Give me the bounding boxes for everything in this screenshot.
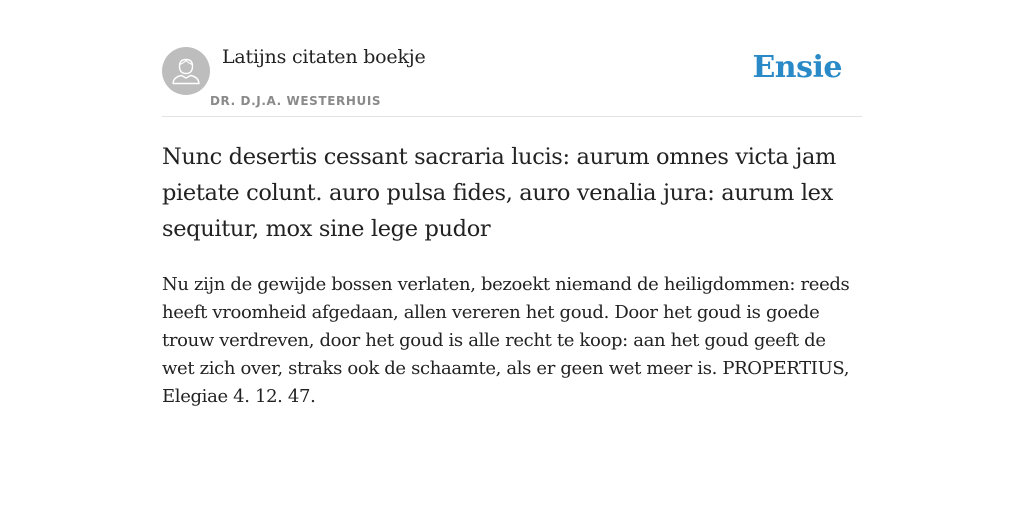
header xyxy=(162,0,862,117)
book-title[interactable]: Latijns citaten boekje xyxy=(222,46,426,68)
brand-logo[interactable]: Ensie xyxy=(752,50,842,85)
author-name[interactable]: DR. D.J.A. WESTERHUIS xyxy=(210,94,382,108)
latin-quote: Nunc desertis cessant sacraria lucis: aurum omnes victa jam pietate colunt. auro pulsa fides, auro venalia jura: aurum lex sequitur, mox sine lege pudor xyxy=(162,144,837,242)
author-avatar[interactable] xyxy=(162,47,210,95)
page-container xyxy=(162,0,862,512)
quote-translation: Nu zijn de gewijde bossen verlaten, bezoekt niemand de heiligdommen: reeds heeft vroomheid afgedaan, allen vereren het goud. Door het goud is goede trouw verdreven, door het goud is alle recht te koop: aan het goud geeft de wet zich over, straks ook de schaamte, als er geen wet meer is. PROPERTIUS, Elegiae 4. 12. 47. xyxy=(162,274,850,407)
user-placeholder-icon xyxy=(162,47,210,95)
